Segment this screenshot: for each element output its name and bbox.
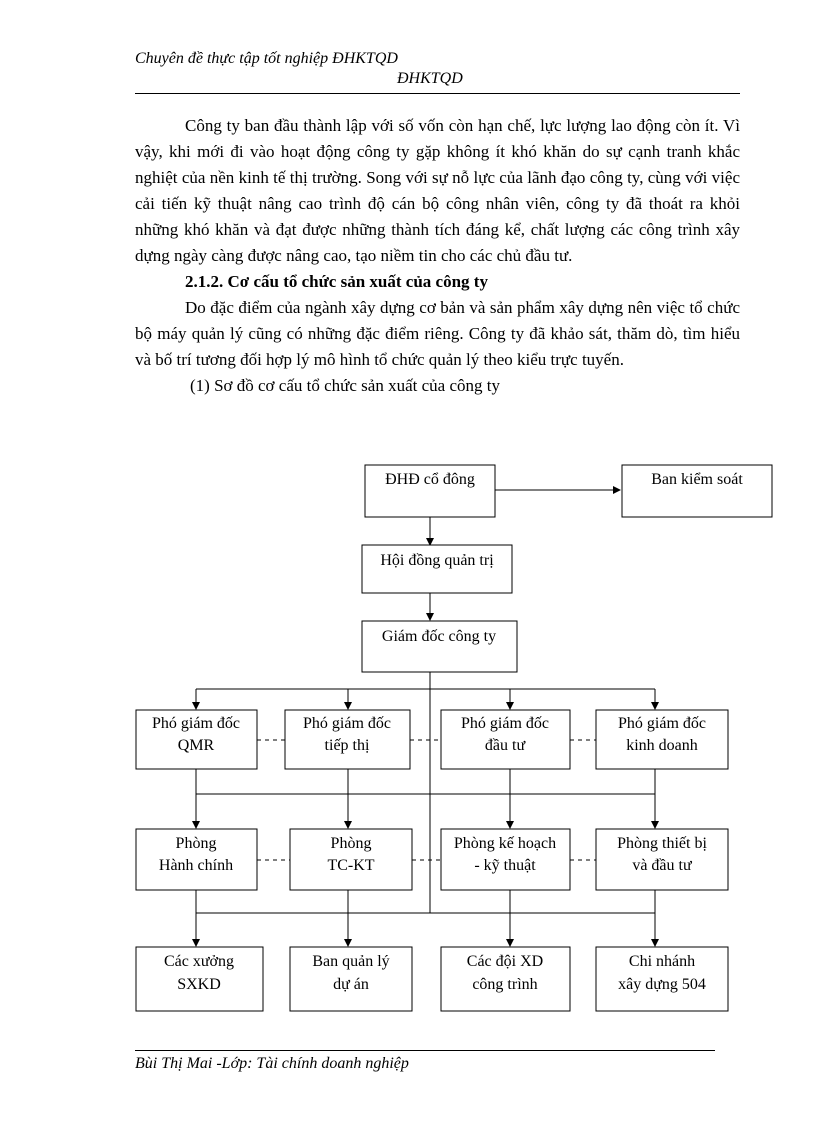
phong-hanh-chinh-line2: Hành chính	[158, 857, 234, 874]
box-hdqt-label: Hội đồng quản trị	[380, 552, 494, 569]
box-phong-hanh-chinh	[136, 829, 257, 890]
box-giam-doc	[362, 621, 517, 672]
box-ban-quan-ly	[290, 947, 412, 1011]
cac-xuong-line2: SXKD	[177, 976, 221, 993]
header-line-1: Chuyên đề thực tập tốt nghiệp ĐHKTQD	[135, 50, 398, 67]
section-heading: 2.1.2. Cơ cấu tổ chức sản xuất của công ty	[185, 272, 488, 291]
chi-nhanh-line1: Chi nhánh	[628, 953, 696, 970]
cac-xuong-line1: Các xưởng	[163, 953, 235, 970]
box-hoi-dong-quan-tri	[362, 545, 512, 593]
pgd-kinh-doanh-line1: Phó giám đốc	[618, 715, 706, 732]
box-pgd-kinh-doanh	[596, 710, 728, 769]
footer-rule	[135, 1050, 715, 1051]
box-gd-label: Giám đốc công ty	[381, 628, 497, 645]
diagram-caption: (1) Sơ đồ cơ cấu tổ chức sản xuất của công ty	[190, 376, 500, 395]
phong-thiet-bi-line2: và đầu tư	[632, 857, 692, 874]
box-pgd-qmr	[136, 710, 257, 769]
box-cac-doi-xd	[441, 947, 570, 1011]
box-pgd-dau-tu	[441, 710, 570, 769]
pgd-kinh-doanh-line2: kinh doanh	[626, 737, 698, 754]
header-line-2: ĐHKTQD	[397, 70, 463, 87]
chi-nhanh-line2: xây dựng 504	[618, 976, 706, 993]
phong-ke-hoach-line2: - kỹ thuật	[474, 857, 536, 874]
box-phong-thiet-bi	[596, 829, 728, 890]
box-cac-xuong	[136, 947, 263, 1011]
page-footer: Bùi Thị Mai -Lớp: Tài chính doanh nghiệp	[135, 1055, 409, 1072]
box-ban-kiem-soat	[622, 465, 772, 517]
box-phong-tc-kt	[290, 829, 412, 890]
box-dhd-label: ĐHĐ cổ đông	[385, 471, 475, 488]
box-pgd-tiep-thi	[285, 710, 410, 769]
ban-quan-ly-line1: Ban quản lý	[312, 953, 390, 970]
phong-ke-hoach-line1: Phòng kế hoạch	[453, 835, 557, 852]
box-bks-label: Ban kiểm soát	[651, 471, 743, 488]
pgd-dau-tu-line1: Phó giám đốc	[461, 715, 549, 732]
cac-doi-xd-line2: công trình	[472, 976, 538, 993]
pgd-qmr-line2: QMR	[177, 737, 215, 754]
phong-hanh-chinh-line1: Phòng	[175, 835, 217, 852]
box-chi-nhanh	[596, 947, 728, 1011]
pgd-tiep-thi-line2: tiếp thị	[324, 737, 370, 754]
pgd-dau-tu-line2: đầu tư	[484, 737, 526, 754]
pgd-tiep-thi-line1: Phó giám đốc	[303, 715, 391, 732]
phong-thiet-bi-line1: Phòng thiết bị	[617, 835, 707, 852]
pgd-qmr-line1: Phó giám đốc	[152, 715, 240, 732]
ban-quan-ly-line2: dự án	[333, 976, 369, 993]
box-phong-ke-hoach	[441, 829, 570, 890]
box-dhd-co-dong	[365, 465, 495, 517]
paragraph-2: Do đặc điểm của ngành xây dựng cơ bản và sản phẩm xây dựng nên việc tổ chức bộ máy quản lý cũng có những đặc điểm riêng. Công ty đã khảo sát, thăm dò, tìm hiểu và bố trí tương đối hợp lý mô hình tổ chức quản lý theo kiểu trực tuyến.	[135, 298, 740, 369]
phong-tc-kt-line1: Phòng	[330, 835, 372, 852]
paragraph-1: Công ty ban đầu thành lập với số vốn còn hạn chế, lực lượng lao động còn ít. Vì vậy, khi mới đi vào hoạt động công ty gặp không ít khó khăn do sự cạnh tranh khắc nghiệt của nền kinh tế thị trường. Song với sự nỗ lực của lãnh đạo công ty, cùng với việc cải tiến kỹ thuật nâng cao trình độ cán bộ công nhân viên, công ty đã thoát ra khỏi những khó khăn và đạt được những thành tích đáng kể, chất lượng các công trình xây dựng ngày càng được nâng cao, tạo niềm tin cho các chủ đầu tư.	[135, 116, 740, 265]
phong-tc-kt-line2: TC-KT	[327, 857, 375, 874]
cac-doi-xd-line1: Các đội XD	[466, 953, 544, 970]
